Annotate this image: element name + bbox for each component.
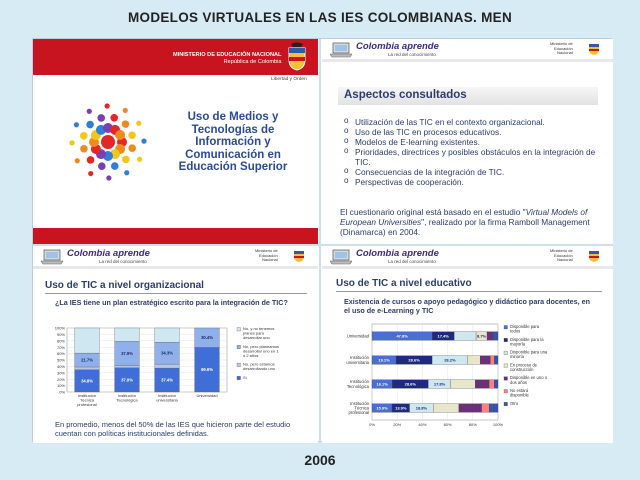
legend-swatch [504,377,508,381]
legend-swatch [504,326,508,330]
legend-swatch [504,351,508,355]
cover-heading [153,111,313,174]
legend-swatch [504,338,508,342]
bar-segment [487,332,493,341]
x-tick-label: Universidad [196,393,218,398]
logo-dot [87,156,95,164]
para-text: ", realizado por la firma Ramboll Management (Dinamarca) en 2004. [340,217,590,237]
slide-collage [32,38,612,442]
list-item: o Utilización de las TIC en el contexto organizacional. [344,117,606,127]
legend-swatch [237,345,241,349]
brand-name: Colombia aprende [356,248,439,259]
logo-dot [128,131,136,139]
legend-label: Otro [510,400,519,406]
data-label: 28.2% [444,357,456,363]
logo-dot [128,144,136,152]
logo-dot [106,175,111,180]
legend-swatch [504,402,508,406]
legend-swatch [237,328,241,332]
x-tick-label: Tecnológica [116,397,138,403]
cover-heading-line: Educación Superior [178,161,288,173]
x-tick-label: 40% [418,422,427,427]
logo-dot [105,103,110,108]
y-tick-label: Institución [350,355,369,361]
data-label: 37.9% [121,350,133,356]
x-tick-label: 60% [443,422,452,427]
legend-label: Disponible para una [510,349,548,355]
data-label: 16.1% [376,381,388,387]
legend-label: dos años [510,379,527,385]
y-tick-label: 60% [56,351,65,357]
motto-text: Libertad y Orden [271,77,307,82]
y-tick-label: 90% [56,332,65,337]
bar-segment [155,364,180,368]
x-tick-label: Institución [117,393,137,398]
bar-segment [494,380,498,389]
cover-heading-line: Comunicación en [185,148,281,161]
cover-heading-line: Tecnologías de [191,123,275,136]
coat-of-arms-icon [588,248,600,263]
legend-label: Sí [243,374,247,380]
ministry-small-line: Educación [554,252,573,258]
logo-dot [80,145,88,153]
bar-segment [494,356,498,365]
heading-divider [45,293,307,294]
logo-dot [136,121,141,126]
logo-dot [88,171,93,176]
data-label: 17.8% [433,381,446,387]
data-label: 18.8% [415,405,428,411]
logo-dot [97,114,105,122]
page-title: MODELOS VIRTUALES EN LAS IES COLOMBIANAS. MEN [127,10,513,25]
list-item: o Uso de las TIC en procesos educativos. [344,127,606,137]
brand-name: Colombia aprende [356,41,439,52]
bar-segment [482,404,490,413]
header-stripe [322,59,613,62]
ministry-small-label [550,42,573,56]
brand-tagline: La red del conocimiento [388,259,436,264]
ministry-small-line: Ministerio de [550,248,573,253]
ministry-small-line: Nacional [262,257,278,263]
brand-tagline: La red del conocimiento [99,259,147,264]
y-tick-label: 50% [56,357,65,363]
source-paragraph [340,207,608,237]
list-item: o Perspectivas de cooperación. [344,177,606,187]
slide-heading: Aspectos consultados [338,87,598,105]
y-tick-label: universitaria [346,359,369,365]
y-tick-label: Universidad [346,333,369,339]
legend-label: No, y no tenemos [243,326,275,331]
ministry-small-line: Educación [554,45,573,51]
x-tick-label: Técnica [79,397,95,403]
logo-dot [75,158,80,163]
ministry-small-line: Nacional [557,257,573,263]
cover-header-band [33,39,318,75]
data-label: 30.4% [201,335,213,341]
ministry-small-line: Ministerio de [550,41,573,46]
list-item: o Consecuencias de la integración de TIC. [344,167,606,177]
header-stripe [33,266,318,269]
slide-heading: Uso de TIC a nivel educativo [336,278,472,289]
x-tick-label: 20% [393,422,402,427]
y-tick-label: 80% [56,338,65,344]
ministry-small-label [550,249,573,263]
heading-divider [336,291,602,292]
study-title: Virtual Models of European Universities [340,207,588,227]
chart-footnote: En promedio, menos del 50% de las IES que hicieron parte del estudio cuentan con políticas institucionales definidas. [55,420,291,438]
y-tick-label: profesional [348,410,369,416]
y-tick-label: 0% [59,389,65,395]
x-tick-label: universitaria [156,397,178,403]
slide-organizational [33,246,318,443]
y-tick-label: 70% [56,344,65,350]
slide-header [322,246,613,272]
coat-of-arms-icon [588,41,600,56]
x-tick-label: Institución [77,393,97,398]
y-tick-label: Institución [350,379,369,385]
ministry-small-line: Educación [259,252,278,258]
logo-dot [74,122,79,127]
legend-label: todos [510,328,521,334]
legend-label: desarrollar uno [243,335,270,341]
logo-dot [115,130,125,140]
x-tick-label: 0% [369,422,375,427]
strategic-plan-chart [47,324,309,414]
x-tick-label: profesional [77,402,97,408]
logo-center-dot [101,135,115,149]
y-tick-label: 40% [56,364,65,369]
ministry-label [173,52,281,65]
legend-label: desarrollando uno [243,366,276,372]
logo-dot [141,139,146,144]
slide-header [33,246,318,272]
data-label: 37.9% [121,377,133,383]
data-label: 15.9% [376,405,388,411]
logo-dot [122,156,130,164]
x-tick-label: 100% [492,422,504,427]
logo-dot [69,140,74,145]
y-tick-label: 30% [56,370,65,376]
cover-footer-band [33,228,318,244]
legend-label: No, pero estamos [243,361,275,367]
slide-header [322,39,613,65]
data-label: 19.1% [378,357,390,363]
logo-dot [123,108,128,113]
starburst-logo-icon [63,97,153,187]
bar-segment [490,356,494,365]
ministry-line-1: MINISTERIO DE EDUCACIÓN NACIONAL [173,52,282,58]
bar-segment [155,328,180,342]
y-tick-label: 10% [56,383,65,389]
bar-segment [451,380,476,389]
legend-label: construcción [510,367,534,372]
x-tick-label: 80% [468,422,477,427]
slide-cover [33,39,318,244]
slide-aspects [322,39,613,244]
data-label: 34.8% [81,378,93,384]
data-label: 34.3% [161,350,173,356]
cover-heading-line: Información y [195,136,271,148]
legend-label: ó 2 años [243,353,259,358]
year-label: 2006 [304,452,336,468]
legend-label: No, pero planeamos [243,343,280,349]
legend-swatch [237,363,241,367]
y-tick-label: Técnica [354,405,369,411]
coat-of-arms-icon [293,248,305,263]
legend-label: Disponible para [510,324,540,329]
ministry-small-label [255,249,278,263]
logo-dot [111,162,119,170]
brand-logo [330,41,460,59]
bar-segment [75,328,100,353]
legend-label: planes para [243,330,264,336]
bar-segment [433,404,459,413]
logo-dot [87,109,92,114]
y-tick-label: 100% [54,325,65,331]
list-item: o Prioridades, directrices y posibles obstáculos en la integración de TIC. [344,147,606,167]
data-label: 17.4% [437,333,449,339]
brand-logo [41,248,171,266]
slide-divider [319,39,321,443]
bar-segment [459,404,482,413]
laptop-icon [330,249,352,265]
data-label: 37.4% [161,377,173,383]
bar-segment [480,356,490,365]
chart-question: ¿La IES tiene un plan estratégico escrito para la integración de TIC? [55,298,288,307]
legend-label: Disponible en uno o [510,375,548,381]
legend-swatch [237,376,241,380]
legend-label: En proceso de [510,362,538,368]
cover-heading-line: Uso de Medios y [187,111,279,123]
bar-segment [489,404,498,413]
logo-dot [98,162,106,170]
logo-dot [86,121,94,129]
bar-segment [75,367,100,370]
y-tick-label: Tecnológica [346,383,369,389]
brand-logo [330,248,460,266]
courses-availability-chart [328,322,610,440]
ministry-small-line: Ministerio de [255,248,278,253]
brand-tagline: La red del conocimiento [388,52,436,57]
bar-segment [115,366,140,368]
bar-segment [493,332,498,341]
ministry-line-2: República de Colombia [223,58,282,65]
bar-segment [489,380,494,389]
chart-question: Existencia de cursos o apoyo pedagógico y didáctico para docentes, en el uso de e-Learning y TIC [344,297,591,315]
header-stripe [322,266,613,269]
slide-heading: Uso de TIC a nivel organizacional [45,280,204,291]
slide-educational [322,246,613,443]
logo-dot [122,120,130,128]
ministry-small-line: Nacional [557,50,573,56]
laptop-icon [41,249,63,265]
x-tick-label: Institución [157,393,177,398]
logo-dot [80,132,88,140]
legend-label: disponible [510,392,529,398]
legend-swatch [504,390,508,394]
laptop-icon [330,42,352,58]
y-tick-label: 20% [56,376,65,382]
logo-dot [110,114,118,122]
data-label: 21.7% [81,357,93,363]
legend-label: No estará [510,388,529,393]
logo-dot [137,157,142,162]
legend-swatch [504,364,508,368]
bar-segment [475,380,489,389]
legend-label: minoría [510,354,524,360]
data-label: 13.9% [395,405,407,411]
y-tick-label: Institución [350,400,369,406]
data-label: 47.8% [396,333,408,339]
bar-segment [468,356,481,365]
legend-label: Disponible para la [510,336,544,342]
data-label: 28.6% [408,357,420,363]
coat-of-arms-icon [285,42,309,72]
aspects-list [344,117,606,187]
slide-divider [33,244,613,246]
list-item: o Modelos de E-learning existentes. [344,137,606,147]
legend-label: mayoría [510,341,526,347]
data-label: 28.6% [404,381,416,387]
bar-segment [115,328,140,341]
para-text: El cuestionario original está basado en el estudio " [340,207,526,217]
bar-segment [454,332,476,341]
data-label: 8.7% [476,333,487,339]
logo-dot [124,170,129,175]
brand-name: Colombia aprende [67,248,150,259]
legend-label: desarrollar uno en 1 [243,348,279,354]
data-label: 69.6% [201,367,213,373]
